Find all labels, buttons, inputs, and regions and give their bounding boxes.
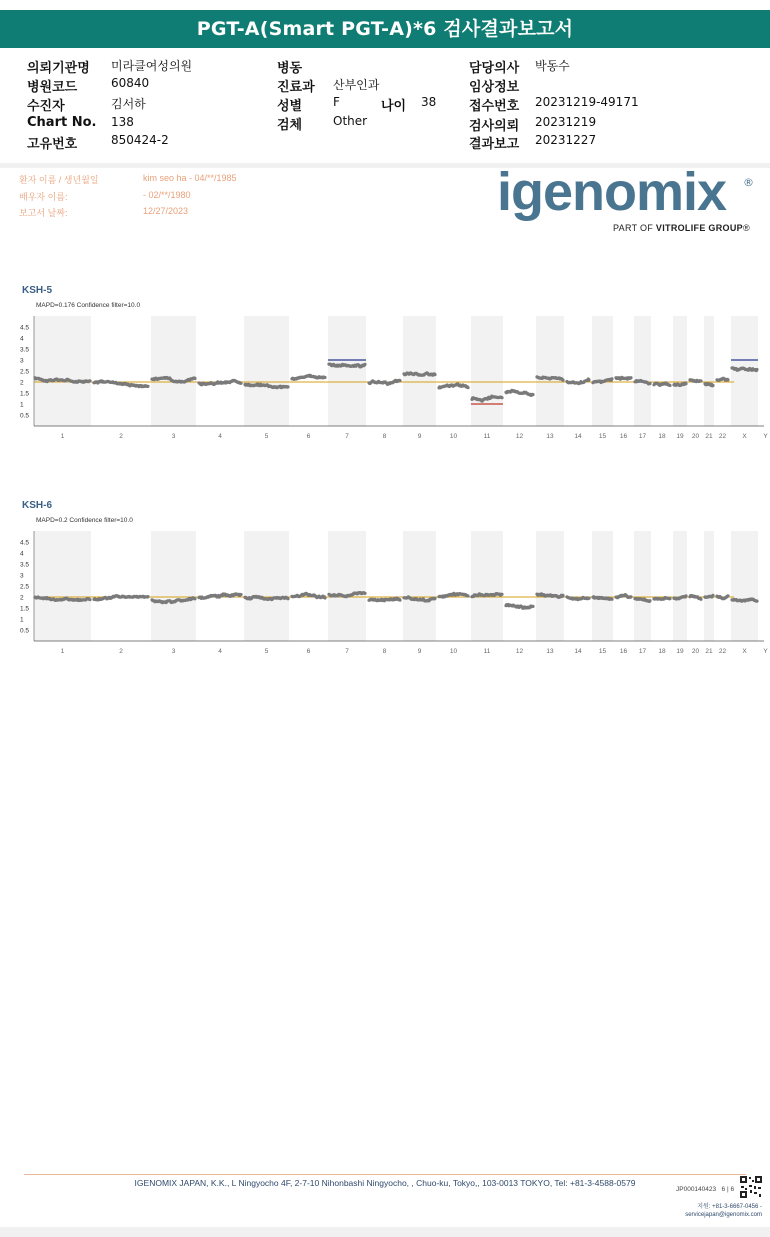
y-tick-label: 4.5 — [20, 539, 30, 547]
data-point — [726, 378, 729, 381]
y-tick-label: 3 — [20, 572, 24, 580]
x-tick-label: 22 — [718, 433, 727, 440]
chart-1-meta: MAPD=0.176 Confidence filter=10.0 — [36, 302, 141, 309]
x-tick-label: 19 — [676, 648, 684, 655]
data-point — [286, 385, 289, 388]
data-point — [323, 596, 326, 599]
data-point — [726, 594, 729, 597]
y-tick-label: 1 — [20, 616, 24, 624]
data-point — [88, 379, 91, 382]
data-point — [610, 377, 613, 380]
data-point — [711, 384, 714, 387]
x-tick-label: 13 — [546, 433, 554, 440]
data-point — [239, 593, 242, 596]
data-point — [648, 382, 651, 385]
x-tick-label: 6 — [306, 433, 311, 440]
report-value: 20231227 — [535, 133, 597, 147]
logo-wordmark: igenomix — [497, 162, 727, 222]
report-title: PGT-A(Smart PGT-A)*6 검사결과보고서 — [0, 10, 770, 48]
institution-value: 미라클여성의원 — [111, 59, 193, 73]
chart-no-label: Chart No. — [27, 115, 97, 130]
chromosome-band — [731, 531, 758, 641]
y-tick-label: 1.5 — [20, 605, 30, 613]
department-value: 산부인과 — [333, 78, 380, 92]
x-tick-label: 1 — [60, 433, 65, 440]
logo-subtitle: PART OF VITROLIFE GROUP® — [613, 223, 750, 233]
y-tick-label: 1.5 — [20, 390, 30, 398]
x-tick-label: 21 — [705, 433, 713, 440]
data-point — [286, 597, 289, 600]
doctor-label: 담당의사 — [469, 61, 520, 76]
chart-2-meta: MAPD=0.2 Confidence filter=10.0 — [36, 517, 133, 524]
chromosome-band — [673, 316, 687, 426]
data-point — [531, 393, 534, 396]
data-point — [755, 368, 758, 371]
y-tick-label: 2 — [20, 594, 24, 602]
y-tick-label: 0.5 — [20, 627, 30, 635]
ward-label: 병동 — [277, 61, 303, 76]
x-tick-label: 12 — [515, 433, 524, 440]
x-tick-label: 7 — [345, 648, 349, 655]
data-point — [699, 379, 702, 382]
igenomix-logo — [497, 162, 757, 238]
patient-value: 김서하 — [111, 97, 146, 111]
y-tick-label: 2.5 — [20, 368, 30, 376]
bottom-bar — [0, 1227, 770, 1237]
x-tick-label: 9 — [417, 433, 422, 440]
x-tick-label: 5 — [264, 648, 269, 655]
data-point — [239, 382, 242, 385]
data-point — [398, 599, 401, 602]
x-tick-label: 22 — [718, 648, 727, 655]
x-tick-label: 8 — [382, 648, 387, 655]
chromosome-band — [592, 531, 613, 641]
x-tick-label: 10 — [449, 433, 458, 440]
x-tick-label: 15 — [598, 648, 607, 655]
spouse-value: - 02/**/1980 — [143, 190, 191, 200]
data-point — [323, 376, 326, 379]
data-point — [587, 597, 590, 600]
x-tick-label: 8 — [382, 433, 387, 440]
data-point — [193, 597, 196, 600]
data-point — [466, 386, 469, 389]
chromosome-band — [673, 531, 687, 641]
y-tick-label: 2 — [20, 379, 24, 387]
y-tick-label: 4.5 — [20, 324, 30, 332]
data-point — [146, 595, 149, 598]
chromosome-band — [634, 531, 651, 641]
footer-contact: 지원: +81-3-6667-0456 - servicejapan@igenomix.com — [685, 1204, 762, 1218]
x-tick-label: 14 — [574, 648, 582, 655]
patient-info-table — [0, 52, 770, 152]
unique-no-value: 850424-2 — [111, 133, 169, 147]
x-tick-label: 9 — [417, 648, 422, 655]
cnv-chart-ksh6 — [0, 527, 770, 657]
data-point — [561, 379, 564, 382]
x-tick-label: 20 — [691, 648, 700, 655]
data-point — [629, 376, 632, 379]
data-point — [500, 396, 503, 399]
cnv-chart-ksh5 — [0, 312, 770, 442]
chromosome-band — [634, 316, 651, 426]
y-tick-label: 4 — [20, 550, 24, 558]
data-point — [561, 594, 564, 597]
unique-no-label: 고유번호 — [27, 137, 78, 152]
chromosome-band — [151, 531, 196, 641]
hospital-code-value: 60840 — [111, 76, 150, 90]
footer-divider — [24, 1174, 746, 1175]
x-tick-label: 18 — [658, 433, 666, 440]
footer-address: IGENOMIX JAPAN, K.K., L Ningyocho 4F, 2-7-10 Nihonbashi Ningyocho, , Chuo-ku, Tokyo,, 103-0013 TOKYO, Tel: +81-3-4588-0579 — [134, 1178, 636, 1188]
request-label: 검사의뢰 — [469, 119, 520, 134]
x-tick-label: 2 — [119, 648, 123, 655]
data-point — [88, 598, 91, 601]
x-tick-label: 16 — [619, 433, 628, 440]
report-label: 결과보고 — [469, 137, 520, 152]
report-date-label: 보고서 날짜: — [19, 208, 68, 218]
y-tick-label: 3.5 — [20, 561, 30, 569]
x-tick-label: 16 — [619, 648, 628, 655]
x-tick-label: 21 — [705, 648, 713, 655]
data-point — [363, 363, 366, 366]
data-point — [363, 592, 366, 595]
chromosome-band — [536, 316, 564, 426]
qr-code-icon — [740, 1176, 762, 1198]
chromosome-band — [704, 316, 714, 426]
request-value: 20231219 — [535, 115, 597, 129]
x-tick-label: X — [742, 648, 747, 655]
patient-name-label: 환자 이름 / 생년월일 — [19, 175, 99, 185]
x-tick-label: 19 — [676, 433, 684, 440]
patient-label: 수진자 — [27, 99, 65, 114]
receipt-label: 접수번호 — [469, 99, 520, 114]
doctor-value: 박동수 — [535, 59, 570, 73]
x-tick-label: 6 — [306, 648, 311, 655]
data-point — [684, 594, 687, 597]
x-tick-label: 15 — [598, 433, 607, 440]
x-tick-label: Y — [763, 433, 768, 440]
chromosome-band — [704, 531, 714, 641]
data-point — [755, 600, 758, 603]
x-tick-label: 17 — [638, 648, 647, 655]
x-tick-label: 11 — [483, 648, 491, 655]
age-label: 나이 — [381, 99, 407, 114]
department-label: 진료과 — [277, 80, 315, 95]
x-tick-label: 2 — [119, 433, 123, 440]
chart-2-title: KSH-6 — [22, 500, 53, 511]
data-point — [433, 373, 436, 376]
data-point — [193, 377, 196, 380]
chromosome-band — [471, 531, 503, 641]
x-tick-label: 7 — [345, 433, 349, 440]
y-tick-label: 1 — [20, 401, 24, 409]
data-point — [668, 384, 671, 387]
chromosome-band — [536, 531, 564, 641]
x-tick-label: 4 — [218, 433, 222, 440]
chromosome-band — [471, 316, 503, 426]
hospital-code-label: 병원코드 — [27, 80, 78, 95]
y-tick-label: 0.5 — [20, 412, 30, 420]
chart-1-title: KSH-5 — [22, 285, 53, 296]
data-point — [433, 597, 436, 600]
specimen-label: 검체 — [277, 118, 303, 133]
chromosome-band — [328, 531, 366, 641]
data-point — [398, 379, 401, 382]
x-tick-label: 10 — [449, 648, 458, 655]
chart-no-value: 138 — [111, 115, 134, 129]
x-tick-label: 13 — [546, 648, 554, 655]
x-tick-label: 11 — [483, 433, 491, 440]
data-point — [668, 597, 671, 600]
clinical-label: 임상정보 — [469, 80, 520, 95]
data-point — [699, 598, 702, 601]
data-point — [587, 378, 590, 381]
data-point — [648, 599, 651, 602]
patient-name-value: kim seo ha - 04/**/1985 — [143, 173, 237, 183]
x-tick-label: 3 — [171, 648, 176, 655]
x-tick-label: 5 — [264, 433, 269, 440]
data-point — [629, 595, 632, 598]
x-tick-label: Y — [763, 648, 768, 655]
chromosome-band — [592, 316, 613, 426]
x-tick-label: X — [742, 433, 747, 440]
data-point — [684, 382, 687, 385]
y-tick-label: 3 — [20, 357, 24, 365]
sex-label: 성별 — [277, 99, 303, 114]
chromosome-band — [244, 531, 289, 641]
x-tick-label: 14 — [574, 433, 582, 440]
data-point — [466, 594, 469, 597]
x-tick-label: 3 — [171, 433, 176, 440]
receipt-value: 20231219-49171 — [535, 95, 639, 109]
institution-label: 의뢰기관명 — [27, 61, 90, 76]
logo-registered-mark: ® — [743, 176, 754, 189]
data-point — [500, 593, 503, 596]
data-point — [146, 385, 149, 388]
data-point — [531, 605, 534, 608]
chromosome-band — [34, 316, 91, 426]
chromosome-band — [244, 316, 289, 426]
y-tick-label: 2.5 — [20, 583, 30, 591]
chromosome-band — [403, 531, 436, 641]
x-tick-label: 4 — [218, 648, 222, 655]
report-date-value: 12/27/2023 — [143, 206, 189, 216]
data-point — [711, 594, 714, 597]
x-tick-label: 18 — [658, 648, 666, 655]
sex-value: F — [333, 95, 340, 109]
chromosome-band — [34, 531, 91, 641]
chromosome-band — [403, 316, 436, 426]
x-tick-label: 17 — [638, 433, 647, 440]
footer-code: JP000140423 6 | 6 — [676, 1186, 735, 1193]
specimen-value: Other — [333, 114, 368, 128]
y-tick-label: 3.5 — [20, 346, 30, 354]
chromosome-band — [151, 316, 196, 426]
spouse-label: 배우자 이름: — [19, 192, 68, 202]
y-tick-label: 4 — [20, 335, 24, 343]
x-tick-label: 20 — [691, 433, 700, 440]
chromosome-band — [328, 316, 366, 426]
data-point — [610, 598, 613, 601]
x-tick-label: 1 — [60, 648, 65, 655]
x-tick-label: 12 — [515, 648, 524, 655]
age-value: 38 — [421, 95, 437, 109]
